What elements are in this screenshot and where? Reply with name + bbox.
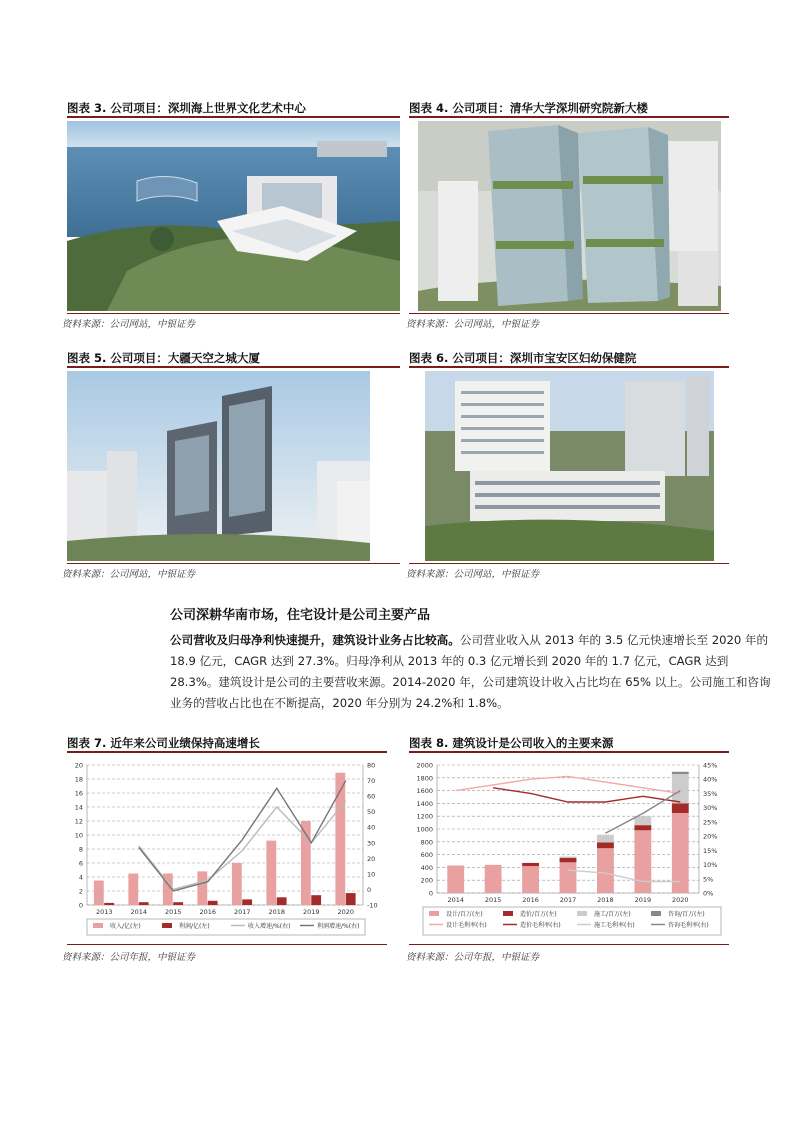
fig8-rule-bottom [409,944,729,945]
fig7-x-tick: 2013 [95,908,113,916]
fig8-yleft-tick: 0 [428,889,433,898]
fig7-yleft-tick: 14 [74,803,83,812]
fig8-x-tick: 2014 [447,896,464,904]
fig7-yleft-tick: 18 [74,775,83,784]
fig8-yleft-tick: 200 [420,876,433,885]
fig7-bar [335,773,345,905]
fig5-source: 资料来源：公司网站，中银证券 [62,569,196,580]
fig7-legend-label: 收入增速/%(右) [248,923,291,930]
fig8-yright-tick: 20% [703,832,718,841]
fig7-yleft-tick: 10 [74,831,83,840]
fig8-source: 资料来源：公司年报，中银证券 [406,952,540,963]
fig6-source: 资料来源：公司网站，中银证券 [406,569,540,580]
fig8-bar [522,866,539,893]
fig8-bar [634,816,651,825]
fig6-rule [409,366,729,368]
fig7-x-tick: 2020 [337,908,355,916]
fig5-title: 图表 5. 公司项目：大疆天空之城大厦 [67,351,260,365]
fig8-bar [672,803,689,813]
fig7-x-tick: 2014 [130,908,148,916]
fig7-bar [242,899,252,905]
fig3-rule-bottom [67,313,400,314]
fig7-legend-swatch [93,923,103,928]
fig8-x-tick: 2018 [597,896,614,904]
fig7-yright-tick: 50 [367,808,376,817]
fig8-legend-label: 咨询/百万(左) [668,911,705,918]
fig8-yright-tick: 45% [703,761,718,770]
fig8-bar [634,830,651,893]
section-paragraph [170,630,774,714]
fig8-x-tick: 2015 [484,896,502,904]
fig7-bar [346,893,356,905]
fig8-x-tick: 2017 [559,896,577,904]
fig7-legend-swatch [162,923,172,928]
fig7-chart-svg [67,755,387,941]
fig8-bar [597,835,614,843]
fig8-yright-tick: 35% [703,789,718,798]
fig8-legend-label: 设计/百万(左) [446,911,483,918]
fig8-bar [560,862,577,893]
fig8-x-tick: 2019 [634,896,652,904]
fig7-bar [277,897,287,905]
fig7-x-tick: 2017 [233,908,251,916]
fig8-line [493,788,680,802]
fig8-yleft-tick: 1600 [416,787,433,796]
fig7-bar [232,863,242,905]
fig7-x-tick: 2015 [164,908,182,916]
fig6-rule-bottom [409,563,729,564]
fig8-legend-swatch [577,911,587,916]
fig8-legend-label: 设计毛利率(右) [446,922,487,929]
fig8-yleft-tick: 800 [420,838,433,847]
paragraph-lead: 公司营收及归母净利快速提升，建筑设计业务占比较高。 [170,633,460,647]
fig7-yleft-tick: 20 [74,761,83,770]
fig7-bar [173,902,183,905]
fig8-title: 图表 8. 建筑设计是公司收入的主要来源 [409,736,614,750]
fig7-bar [208,901,218,905]
fig7-rule-bottom [67,944,387,945]
fig4-rule [409,116,729,118]
fig8-yright-tick: 10% [703,861,718,870]
fig7-legend-label: 利润/亿(左) [179,923,210,930]
fig8-yright-tick: 5% [703,875,714,884]
fig7-x-tick: 2016 [199,908,217,916]
fig3-rule [67,116,400,118]
fig7-bar [94,881,104,906]
fig7-yleft-tick: 2 [78,887,83,896]
fig7-yleft-tick: 12 [74,817,83,826]
fig8-bar [634,825,651,830]
fig7-chart [67,755,387,941]
fig7-title: 图表 7. 近年来公司业绩保持高速增长 [67,736,260,750]
fig7-yright-tick: 10 [367,870,376,879]
fig7-yright-tick: 60 [367,792,376,801]
fig7-x-tick: 2019 [302,908,320,916]
fig7-legend-label: 利润增速/%(右) [317,923,360,930]
fig7-yright-tick: 70 [367,777,376,786]
fig7-yleft-tick: 0 [78,901,83,910]
fig7-yleft-tick: 16 [74,789,83,798]
fig8-yright-tick: 25% [703,818,718,827]
section-heading: 公司深耕华南市场，住宅设计是公司主要产品 [170,608,431,623]
fig4-title: 图表 4. 公司项目：清华大学深圳研究院新大楼 [409,101,648,115]
fig8-yleft-tick: 1800 [416,774,433,783]
fig8-bar [522,863,539,866]
fig4-source: 资料来源：公司网站，中银证券 [406,319,540,330]
fig8-yleft-tick: 1200 [416,812,433,821]
fig7-bar [311,895,321,905]
fig8-yright-tick: 30% [703,804,718,813]
fig8-bar [447,865,464,893]
fig8-chart [409,755,729,941]
fig8-yleft-tick: 1400 [416,799,433,808]
fig7-bar [197,871,207,905]
fig8-legend-swatch [429,911,439,916]
paragraph-body: 公司营业收入从 2013 年的 3.5 亿元快速增长至 2020 年的 18.9 亿元，CAGR 达到 27.3%。归母净利从 2013 年的 0.3 亿元增长到 2020 年的 1.7 亿元，CAGR 达到 28.3%。建筑设计是公司的主要营收来源。2014-2020 年，公司建筑设计收入占比均在 65% 以上。公司施工和咨询业务的营收占比也在不断提高，2020 年分别为 24.2%和 1.8%。 [170,633,771,710]
fig8-yright-tick: 0% [703,889,714,898]
fig7-bar [128,874,138,906]
fig8-x-tick: 2020 [672,896,689,904]
fig7-yright-tick: 0 [367,885,372,894]
fig7-yleft-tick: 6 [78,859,83,868]
fig7-yright-tick: 80 [367,761,376,770]
fig8-bar [560,858,577,862]
fig7-legend-label: 收入/亿(左) [110,923,141,930]
fig8-legend-label: 造价毛利率(右) [520,922,561,929]
fig8-bar [672,772,689,774]
fig7-yright-tick: -10 [367,901,378,910]
fig8-yright-tick: 40% [703,775,718,784]
fig8-rule [409,751,729,753]
fig8-line [568,870,680,881]
fig8-bar [597,842,614,848]
fig7-x-tick: 2018 [268,908,286,916]
fig7-yright-tick: 30 [367,839,376,848]
fig8-yleft-tick: 2000 [416,761,433,770]
fig7-bar [266,841,276,905]
fig3-photo-seaworld-art-center [67,121,400,311]
fig8-yleft-tick: 600 [420,851,433,860]
fig7-yleft-tick: 8 [78,845,83,854]
fig8-yright-tick: 15% [703,846,718,855]
fig6-photo-baoan-hospital [425,371,714,561]
fig8-yleft-tick: 1000 [416,825,433,834]
fig8-legend-label: 施工/百万(左) [594,911,631,918]
fig8-bar [672,774,689,803]
fig8-chart-svg [409,755,729,941]
fig8-legend-label: 造价/百万(左) [520,911,557,918]
fig3-source: 资料来源：公司网站，中银证券 [62,319,196,330]
fig8-legend-label: 咨询毛利率(右) [668,922,709,929]
fig8-legend-swatch [651,911,661,916]
fig7-source: 资料来源：公司年报，中银证券 [62,952,196,963]
fig7-yleft-tick: 4 [78,873,83,882]
fig8-bar [597,848,614,893]
fig5-rule [67,366,400,368]
fig8-x-tick: 2016 [522,896,539,904]
fig7-bar [139,902,149,905]
fig8-legend-swatch [503,911,513,916]
fig8-yleft-tick: 400 [420,863,433,872]
fig5-photo-dji-sky-city [67,371,370,561]
fig8-bar [485,865,502,893]
fig4-rule-bottom [409,313,729,314]
fig6-title: 图表 6. 公司项目：深圳市宝安区妇幼保健院 [409,351,637,365]
fig3-title: 图表 3. 公司项目：深圳海上世界文化艺术中心 [67,101,306,115]
fig8-legend-label: 施工毛利率(右) [594,922,635,929]
fig4-photo-tsinghua-building [418,121,721,311]
fig5-rule-bottom [67,563,400,564]
fig7-yright-tick: 40 [367,823,376,832]
fig7-yright-tick: 20 [367,854,376,863]
fig7-rule [67,751,387,753]
fig8-bar [560,857,577,858]
fig7-bar [104,903,114,905]
